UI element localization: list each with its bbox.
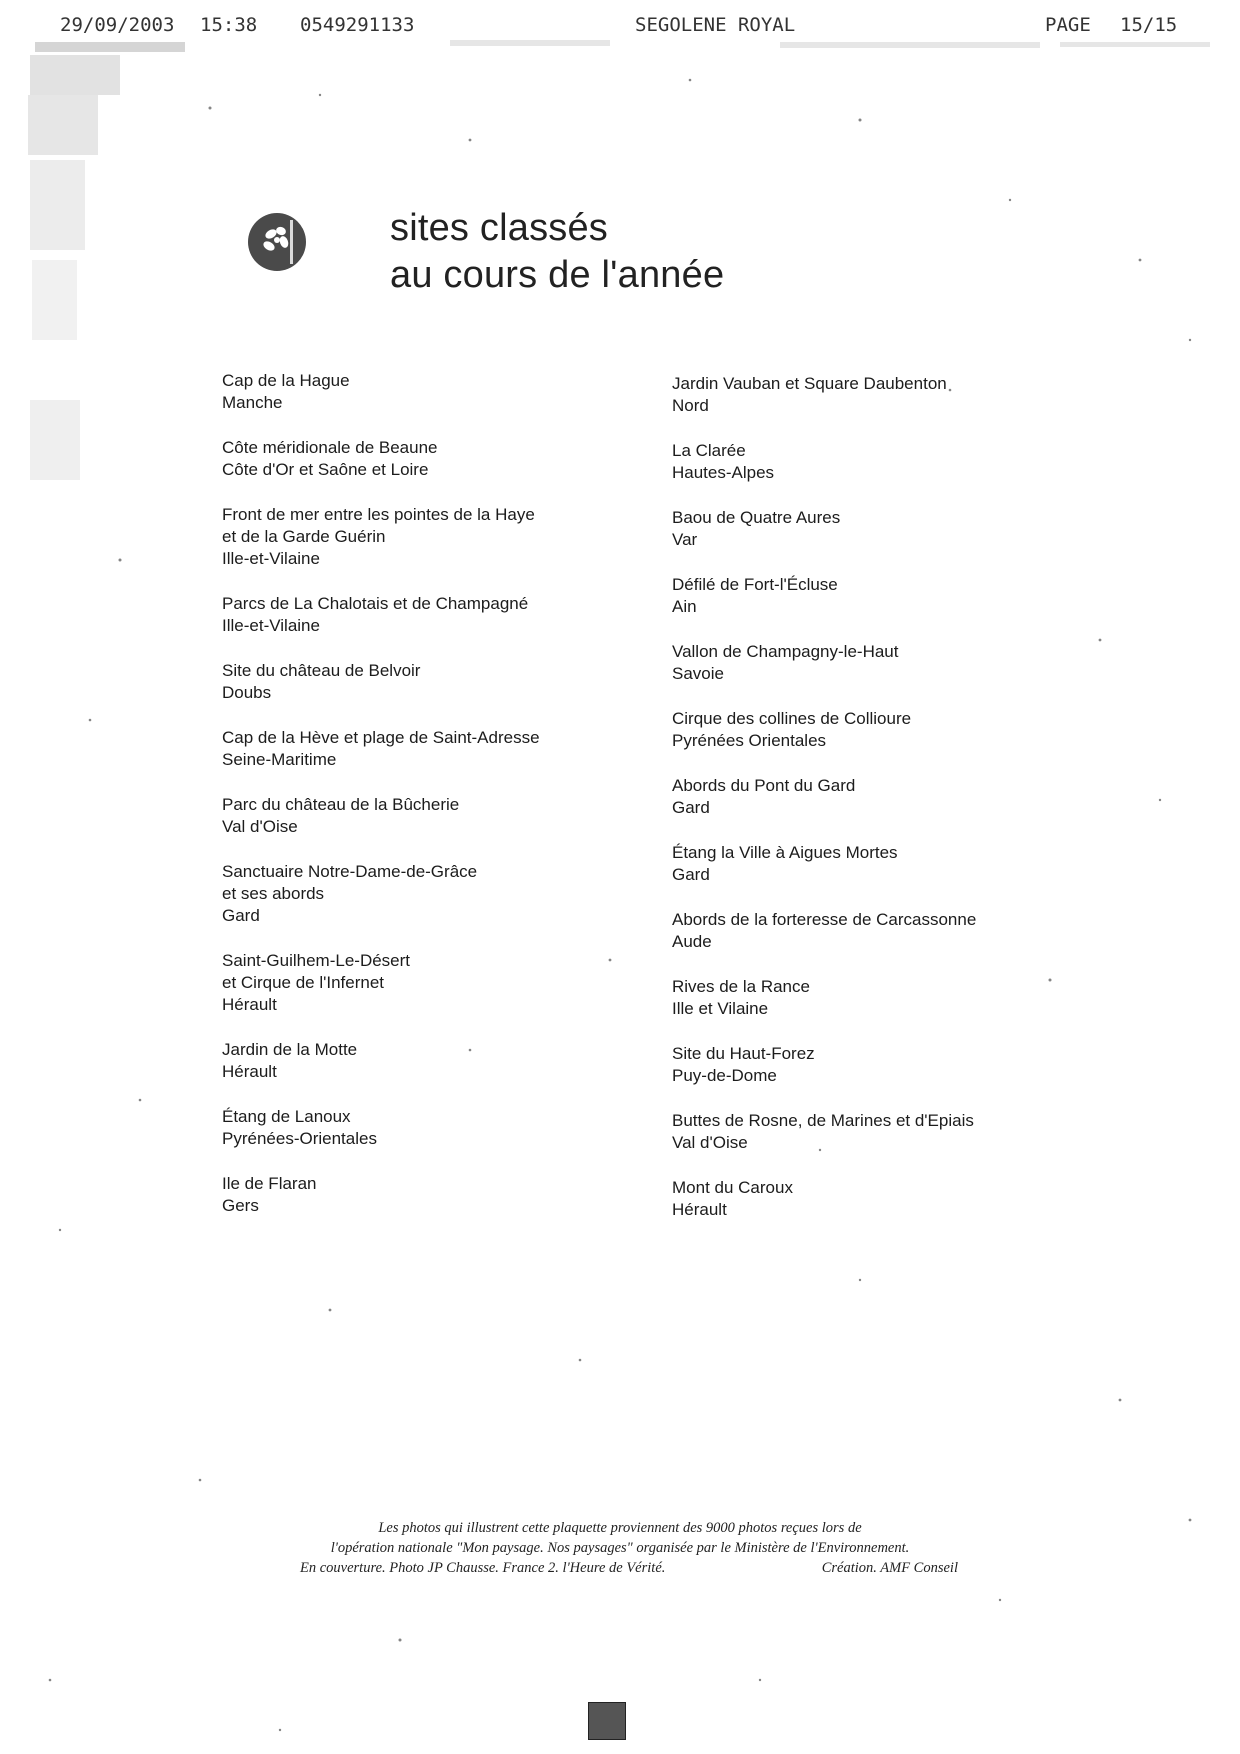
site-entry xyxy=(222,370,642,414)
site-name: Abords de la forteresse de Carcassonne xyxy=(672,910,977,929)
creation-credit: Création. AMF Conseil xyxy=(821,1560,958,1576)
site-entry xyxy=(672,708,1092,752)
fax-phone: 0549291133 xyxy=(300,14,415,36)
site-name: Parc du château de la Bûcherie xyxy=(222,795,460,814)
site-department: Gard xyxy=(222,906,260,925)
site-entry xyxy=(672,373,1092,417)
site-entry xyxy=(222,727,642,771)
fax-time: 15:38 xyxy=(200,14,258,36)
page-title xyxy=(390,205,724,299)
site-entry xyxy=(672,1043,1092,1087)
site-department: Aude xyxy=(672,932,712,951)
site-department: Hérault xyxy=(222,995,277,1014)
credits-line-1: Les photos qui illustrent cette plaquette proviennent des 9000 photos reçues lors de xyxy=(378,1520,862,1536)
credits-line-2: l'opération nationale "Mon paysage. Nos paysages" organisée par le Ministère de l'Environnement. xyxy=(330,1540,910,1556)
site-entry xyxy=(672,440,1092,484)
site-name: Parcs de La Chalotais et de Champagné xyxy=(222,594,529,613)
site-department: Manche xyxy=(222,393,283,412)
site-department: Val d'Oise xyxy=(672,1133,748,1152)
site-department: Pyrénées-Orientales xyxy=(222,1129,377,1148)
site-entry xyxy=(672,574,1092,618)
site-name: Site du Haut-Forez xyxy=(672,1044,815,1063)
site-name: Abords du Pont du Gard xyxy=(672,776,856,795)
site-name: Mont du Caroux xyxy=(672,1178,793,1197)
site-name: Cap de la Hague xyxy=(222,371,350,390)
credits-line-3 xyxy=(270,1558,970,1578)
site-name: Rives de la Rance xyxy=(672,977,810,996)
site-name: La Clarée xyxy=(672,441,746,460)
site-department: Nord xyxy=(672,396,709,415)
page-marker-square xyxy=(588,1702,626,1740)
fax-page-label: PAGE xyxy=(1045,14,1091,36)
site-entry xyxy=(222,437,642,481)
site-name: Jardin Vauban et Square Daubenton xyxy=(672,374,947,393)
site-entry xyxy=(672,775,1092,819)
site-entry xyxy=(222,861,642,927)
sites-left-column xyxy=(222,370,642,1240)
site-entry xyxy=(672,1177,1092,1221)
site-entry xyxy=(672,909,1092,953)
site-name: Saint-Guilhem-Le-Désert xyxy=(222,951,411,970)
site-entry xyxy=(672,507,1092,551)
site-department: Val d'Oise xyxy=(222,817,298,836)
site-name: Site du château de Belvoir xyxy=(222,661,421,680)
site-department: Savoie xyxy=(672,664,724,683)
site-entry xyxy=(672,1110,1092,1154)
site-department: Ille-et-Vilaine xyxy=(222,549,320,568)
site-name: Côte méridionale de Beaune xyxy=(222,438,438,457)
site-department: Hautes-Alpes xyxy=(672,463,775,482)
site-entry xyxy=(222,660,642,704)
site-department: Ille-et-Vilaine xyxy=(222,616,320,635)
site-entry xyxy=(222,1039,642,1083)
site-name: Étang de Lanoux xyxy=(222,1107,351,1126)
title-line-2: au cours de l'année xyxy=(390,254,725,296)
site-name: Étang la Ville à Aigues Mortes xyxy=(672,843,898,862)
site-department: Seine-Maritime xyxy=(222,750,337,769)
site-name: Front de mer entre les pointes de la Haye xyxy=(222,505,535,524)
site-name: et Cirque de l'Infernet xyxy=(222,973,385,992)
site-entry xyxy=(672,976,1092,1020)
site-department: Côte d'Or et Saône et Loire xyxy=(222,460,429,479)
site-department: Puy-de-Dome xyxy=(672,1066,777,1085)
site-department: Pyrénées Orientales xyxy=(672,731,827,750)
site-entry xyxy=(222,950,642,1016)
site-name: Vallon de Champagny-le-Haut xyxy=(672,642,899,661)
site-name: et de la Garde Guérin xyxy=(222,527,386,546)
site-department: Gard xyxy=(672,865,710,884)
site-department: Gard xyxy=(672,798,710,817)
fax-date: 29/09/2003 xyxy=(60,14,175,36)
cover-credit: En couverture. Photo JP Chausse. France 2. l'Heure de Vérité. xyxy=(300,1560,666,1576)
site-department: Gers xyxy=(222,1196,259,1215)
site-entry xyxy=(222,1106,642,1150)
site-department: Hérault xyxy=(222,1062,277,1081)
fax-sender: SEGOLENE ROYAL xyxy=(635,14,796,36)
site-name: Sanctuaire Notre-Dame-de-Grâce xyxy=(222,862,478,881)
site-entry xyxy=(222,593,642,637)
site-department: Doubs xyxy=(222,683,272,702)
fax-page-number: 15/15 xyxy=(1120,14,1178,36)
site-name: Cap de la Hève et plage de Saint-Adresse xyxy=(222,728,540,747)
site-name: Buttes de Rosne, de Marines et d'Epiais xyxy=(672,1111,974,1130)
sites-right-column xyxy=(672,373,1092,1244)
fax-header xyxy=(60,14,1180,38)
site-department: Var xyxy=(672,530,698,549)
site-department: Ain xyxy=(672,597,697,616)
flower-badge-icon xyxy=(247,212,307,272)
title-line-1: sites classés xyxy=(390,207,609,249)
site-department: Ille et Vilaine xyxy=(672,999,769,1018)
site-name: et ses abords xyxy=(222,884,325,903)
site-name: Baou de Quatre Aures xyxy=(672,508,841,527)
site-name: Ile de Flaran xyxy=(222,1174,317,1193)
site-name: Cirque des collines de Collioure xyxy=(672,709,912,728)
site-entry xyxy=(672,641,1092,685)
site-entry xyxy=(222,1173,642,1217)
site-name: Jardin de la Motte xyxy=(222,1040,358,1059)
site-department: Hérault xyxy=(672,1200,727,1219)
site-name: Défilé de Fort-l'Écluse xyxy=(672,575,838,594)
site-entry xyxy=(222,504,642,570)
photo-credits xyxy=(270,1518,970,1578)
site-entry xyxy=(222,794,642,838)
site-entry xyxy=(672,842,1092,886)
